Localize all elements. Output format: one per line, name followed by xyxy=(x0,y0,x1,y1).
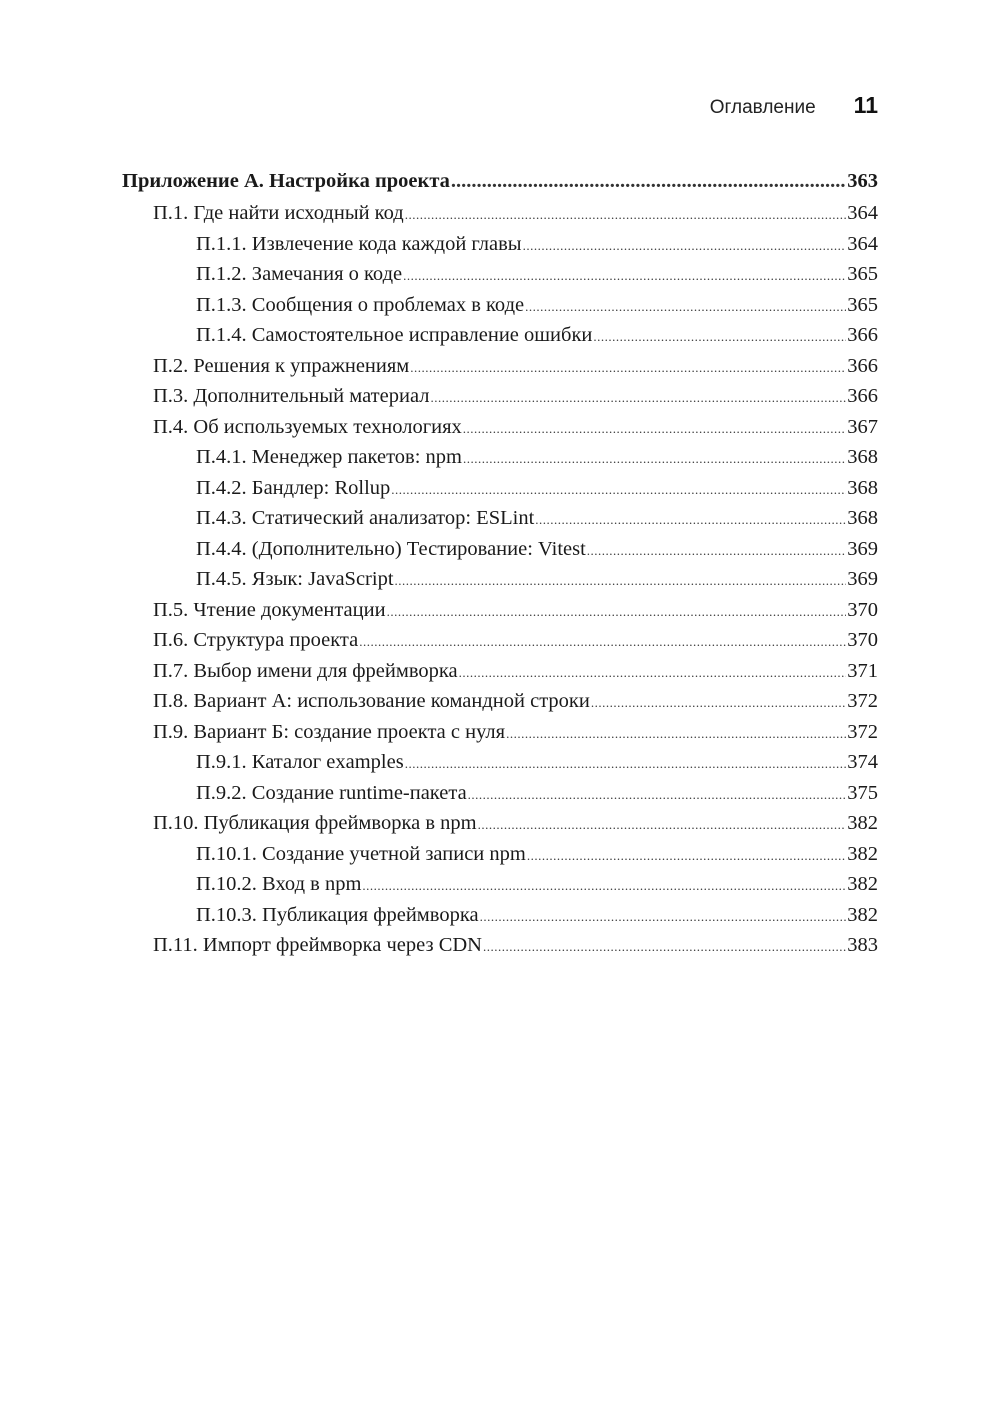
dot-leader xyxy=(451,164,846,198)
toc-entry-page: 363 xyxy=(847,170,878,192)
toc-entry-page: 383 xyxy=(847,934,878,956)
table-of-contents xyxy=(122,164,878,961)
toc-entry[interactable] xyxy=(122,656,878,687)
toc-entry-page: 370 xyxy=(847,598,878,621)
toc-entry-title: П.4.1. Менеджер пакетов: npm xyxy=(196,446,462,468)
toc-entry-page: 375 xyxy=(847,781,878,804)
toc-entry-title: П.11. Импорт фреймворка через CDN xyxy=(153,934,482,956)
toc-entry-page: 368 xyxy=(847,476,878,499)
toc-entry-page: 369 xyxy=(847,568,878,590)
toc-entry-page: 365 xyxy=(847,293,878,316)
running-header xyxy=(710,92,878,119)
dot-leader xyxy=(459,656,847,689)
toc-entry[interactable] xyxy=(122,930,878,961)
toc-entry[interactable] xyxy=(122,442,878,473)
toc-entry-title: П.4.3. Статический анализатор: ESLint xyxy=(196,507,535,529)
toc-entry-page: 382 xyxy=(847,812,878,834)
dot-leader xyxy=(523,229,847,262)
toc-entry-title: П.3. Дополнительный материал xyxy=(153,385,430,407)
dot-leader xyxy=(405,198,847,231)
dot-leader xyxy=(525,290,846,323)
toc-entry-title: П.5. Чтение документации xyxy=(153,598,386,621)
dot-leader xyxy=(403,259,846,292)
toc-entry-title: П.1.3. Сообщения о проблемах в коде xyxy=(196,293,525,316)
dot-leader xyxy=(587,534,846,567)
dot-leader xyxy=(480,900,847,933)
dot-leader xyxy=(387,595,847,628)
toc-entry[interactable] xyxy=(122,686,878,717)
toc-entry-page: 372 xyxy=(847,690,878,712)
toc-entry-title: П.1.2. Замечания о коде xyxy=(196,263,403,285)
toc-entry-title: П.1.4. Самостоятельное исправление ошибки xyxy=(196,324,593,346)
toc-entry-title: П.10.1. Создание учетной записи npm xyxy=(196,842,526,865)
toc-entry[interactable] xyxy=(122,808,878,839)
dot-leader xyxy=(468,778,847,811)
toc-entry-title: П.4. Об используемых технологиях xyxy=(153,415,462,438)
toc-entry[interactable] xyxy=(122,473,878,504)
toc-entry-title: П.4.2. Бандлер: Rollup xyxy=(196,476,391,499)
toc-entry-page: 367 xyxy=(847,415,878,438)
toc-entry[interactable] xyxy=(122,747,878,778)
toc-entry[interactable] xyxy=(122,869,878,900)
dot-leader xyxy=(359,625,846,658)
dot-leader xyxy=(593,320,846,353)
toc-entry-page: 372 xyxy=(847,720,878,743)
toc-entry-title: П.1. Где найти исходный код xyxy=(153,202,404,224)
toc-entry-page: 364 xyxy=(847,232,878,255)
toc-entry-title: П.6. Структура проекта xyxy=(153,629,359,651)
dot-leader xyxy=(506,717,846,750)
toc-entry-page: 366 xyxy=(847,354,878,377)
toc-entry-page: 366 xyxy=(847,385,878,407)
toc-entry-title: П.10.2. Вход в npm xyxy=(196,873,362,895)
toc-entry[interactable] xyxy=(122,900,878,931)
toc-entry-title: П.9. Вариант Б: создание проекта с нуля xyxy=(153,720,506,743)
toc-entry-title: П.8. Вариант А: использование командной строки xyxy=(153,690,590,712)
dot-leader xyxy=(478,808,847,841)
toc-entry-title: П.9.2. Создание runtime-пакета xyxy=(196,781,467,804)
running-title: Оглавление xyxy=(709,97,816,118)
dot-leader xyxy=(527,839,846,872)
toc-entry[interactable] xyxy=(122,717,878,748)
toc-entry[interactable] xyxy=(122,564,878,595)
toc-entry[interactable] xyxy=(122,534,878,565)
dot-leader xyxy=(362,869,846,902)
toc-entry[interactable] xyxy=(122,198,878,229)
dot-leader xyxy=(463,442,846,475)
toc-entry[interactable] xyxy=(122,625,878,656)
toc-entry-title: П.10.3. Публикация фреймворка xyxy=(196,903,479,926)
toc-entry[interactable] xyxy=(122,259,878,290)
toc-entry-page: 371 xyxy=(847,659,878,682)
dot-leader xyxy=(591,686,846,719)
toc-entry[interactable] xyxy=(122,381,878,412)
dot-leader xyxy=(405,747,847,780)
dot-leader xyxy=(410,351,846,384)
page-number: 11 xyxy=(853,92,878,118)
toc-entry[interactable] xyxy=(122,839,878,870)
dot-leader xyxy=(463,412,846,445)
toc-entry-page: 369 xyxy=(847,537,878,560)
toc-entry[interactable] xyxy=(122,595,878,626)
toc-entry-title: П.4.5. Язык: JavaScript xyxy=(196,568,394,590)
toc-entry-page: 365 xyxy=(847,263,878,285)
toc-entry[interactable] xyxy=(122,229,878,260)
dot-leader xyxy=(391,473,846,506)
toc-entry-title: П.10. Публикация фреймворка в npm xyxy=(153,812,477,834)
dot-leader xyxy=(483,930,846,963)
toc-entry-page: 368 xyxy=(847,507,878,529)
toc-entry-title: П.7. Выбор имени для фреймворка xyxy=(153,659,458,682)
toc-entry[interactable] xyxy=(122,320,878,351)
toc-entry-page: 374 xyxy=(847,751,878,773)
toc-entry[interactable] xyxy=(122,503,878,534)
toc-entry[interactable] xyxy=(122,290,878,321)
toc-entry-title: П.2. Решения к упражнениям xyxy=(153,354,410,377)
toc-entry-title: Приложение А. Настройка проекта xyxy=(122,170,450,192)
toc-entry-page: 366 xyxy=(847,324,878,346)
toc-entry-page: 382 xyxy=(847,903,878,926)
toc-entry-title: П.1.1. Извлечение кода каждой главы xyxy=(196,232,522,255)
toc-entry-page: 382 xyxy=(847,873,878,895)
toc-entry-page: 382 xyxy=(847,842,878,865)
toc-entry[interactable] xyxy=(122,778,878,809)
toc-entry-page: 370 xyxy=(847,629,878,651)
toc-entry[interactable] xyxy=(122,351,878,382)
dot-leader xyxy=(535,503,846,536)
toc-entry[interactable] xyxy=(122,412,878,443)
toc-chapter-entry[interactable] xyxy=(122,164,878,198)
toc-entry-page: 364 xyxy=(847,202,878,224)
toc-entry-title: П.9.1. Каталог examples xyxy=(196,751,404,773)
toc-entry-title: П.4.4. (Дополнительно) Тестирование: Vitest xyxy=(196,537,586,560)
dot-leader xyxy=(430,381,846,414)
toc-entry-page: 368 xyxy=(847,446,878,468)
dot-leader xyxy=(395,564,847,597)
